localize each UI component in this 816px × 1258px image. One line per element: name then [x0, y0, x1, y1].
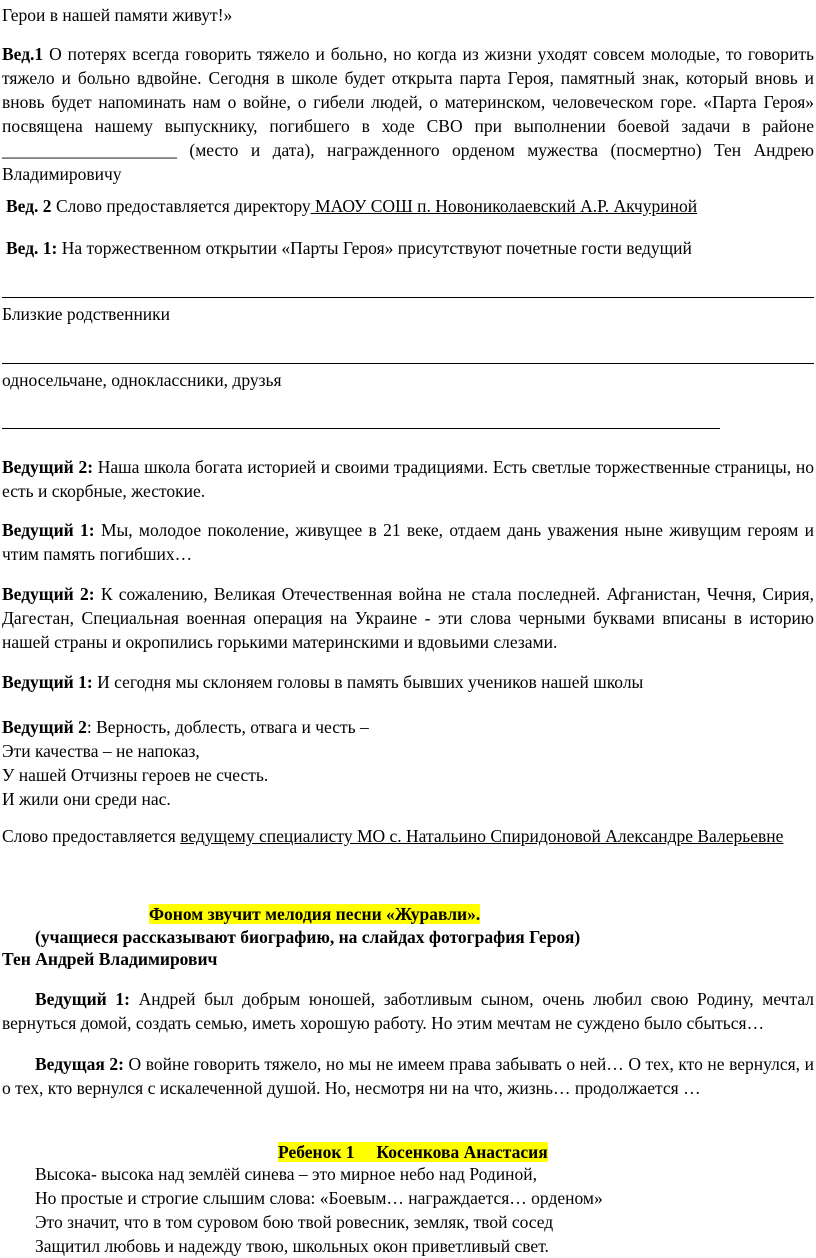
music-note — [149, 902, 480, 926]
verse-line: Ведущий 2: Верность, доблесть, отвага и честь – — [2, 717, 369, 737]
speaker-label: Ведущий 1: — [2, 520, 95, 540]
verse-line: Эти качества – не напоказ, — [2, 741, 200, 761]
paragraph-text-tail: (место и дата), награжденного орденом мужества (посмертно) Тен Андрею Владимировичу — [2, 140, 814, 184]
paragraph-director — [6, 194, 697, 218]
students-note: (учащиеся рассказывают биографию, на слайдах фотография Героя) — [35, 927, 581, 947]
paragraph-school-history — [2, 455, 814, 503]
speaker-label: Ведущий 1: — [2, 672, 93, 692]
poem-line: Высока- высока над землёй синева – это мирное небо над Родиной, — [35, 1164, 537, 1184]
speaker-label: Ведущий 2: — [2, 584, 95, 604]
child-speaker — [278, 1140, 548, 1164]
speaker-label: Ведущая 2: — [35, 1054, 124, 1074]
guests-relatives: Близкие родственники — [2, 304, 171, 324]
paragraph-guests-intro — [6, 236, 692, 260]
paragraph-text: Мы, молодое поколение, живущее в 21 веке, отдаем дань уважения ныне живущим героям и чтим память погибших… — [2, 520, 814, 564]
paragraph-text: Слово предоставляется директору — [51, 196, 311, 216]
speaker-label: Вед. 1: — [6, 238, 58, 258]
paragraph-wars — [2, 582, 814, 654]
director-name: МАОУ СОШ п. Новониколаевский А.Р. Акчуриной — [310, 196, 698, 216]
music-highlight: Фоном звучит мелодия песни «Журавли». — [149, 904, 481, 924]
paragraph-text: И сегодня мы склоняем головы в память бывших учеников нашей школы — [92, 672, 644, 692]
speaker-label: Ведущий 1: — [35, 989, 130, 1009]
hero-name: Тен Андрей Владимирович — [2, 949, 218, 969]
poem-line: Это значит, что в том суровом бою твой ровесник, земляк, твой сосед — [35, 1212, 554, 1232]
paragraph-text: О войне говорить тяжело, но мы не имеем права забывать о ней… О тех, кто не вернулся, и о тех, кто вернулся с искалеченной душой. Но, несмотря ни на что, жизнь… продолжается … — [2, 1054, 814, 1098]
document-title: Герои в нашей памяти живут!» — [2, 5, 233, 25]
paragraph-intro — [2, 42, 814, 186]
paragraph-text: Наша школа богата историей и своими традициями. Есть светлые торжественные страницы, но есть и скорбные, жестокие. — [2, 457, 814, 501]
speaker-label: Вед.1 — [2, 44, 44, 64]
paragraph-text: О потерях всегда говорить тяжело и больно, но когда из жизни уходят совсем молодые, то говорить тяжело и больно вдвойне. Сегодня в школе будет открыта парта Героя, памятный знак, который вновь и вновь будет напоминать нам о войне, о гибели людей, о материнском, человеческом горе. «Парта Героя» посвящена нашему выпускнику, погибшего в ходе СВО при выполнении боевой задачи в районе — [2, 44, 814, 136]
paragraph-memory — [2, 670, 643, 694]
poem-line: Но простые и строгие слышим слова: «Боевым… награждается… орденом» — [35, 1188, 603, 1208]
paragraph-specialist — [2, 824, 792, 848]
speaker-label: Ведущий 2: — [2, 457, 94, 477]
fill-in-line — [2, 297, 814, 298]
specialist-name: ведущему специалисту МО с. Натальино Спиридоновой Александре Валерьевне — [180, 826, 784, 846]
fill-in-line — [2, 428, 720, 429]
paragraph-text: К сожалению, Великая Отечественная война не стала последней. Афганистан, Чечня, Сирия, Дагестан, Специальная военная операция на Украине - эти слова черными буквами вписаны в историю нашей страны и окропились горькими материнскими и вдовьими слезами. — [2, 584, 814, 652]
paragraph-andrey — [2, 987, 814, 1035]
paragraph-war-memory — [2, 1052, 814, 1100]
paragraph-text: Слово предоставляется — [2, 826, 181, 846]
guests-villagers: односельчане, одноклассники, друзья — [2, 370, 282, 390]
verse-block — [2, 715, 369, 811]
poem-block — [35, 1162, 603, 1258]
verse-line: У нашей Отчизны героев не счесть. — [2, 765, 269, 785]
paragraph-text: На торжественном открытии «Парты Героя» присутствуют почетные гости ведущий — [57, 238, 692, 258]
paragraph-text: Андрей был добрым юношей, заботливым сыном, очень любил свою Родину, мечтал вернуться домой, создать семью, иметь хорошую работу. Но этим мечтам не суждено было сбыться… — [2, 989, 814, 1033]
poem-line: Защитил любовь и надежду твою, школьных окон приветливый свет. — [35, 1236, 549, 1256]
fill-in-line — [2, 363, 814, 364]
place-date-blank: ____________________ — [2, 140, 177, 160]
verse-line: И жили они среди нас. — [2, 789, 171, 809]
speaker-label: Вед. 2 — [6, 196, 52, 216]
speaker-label: Ведущий 2 — [2, 717, 87, 737]
child-highlight: Ребенок 1 Косенкова Анастасия — [278, 1142, 548, 1162]
paragraph-generation — [2, 518, 814, 566]
